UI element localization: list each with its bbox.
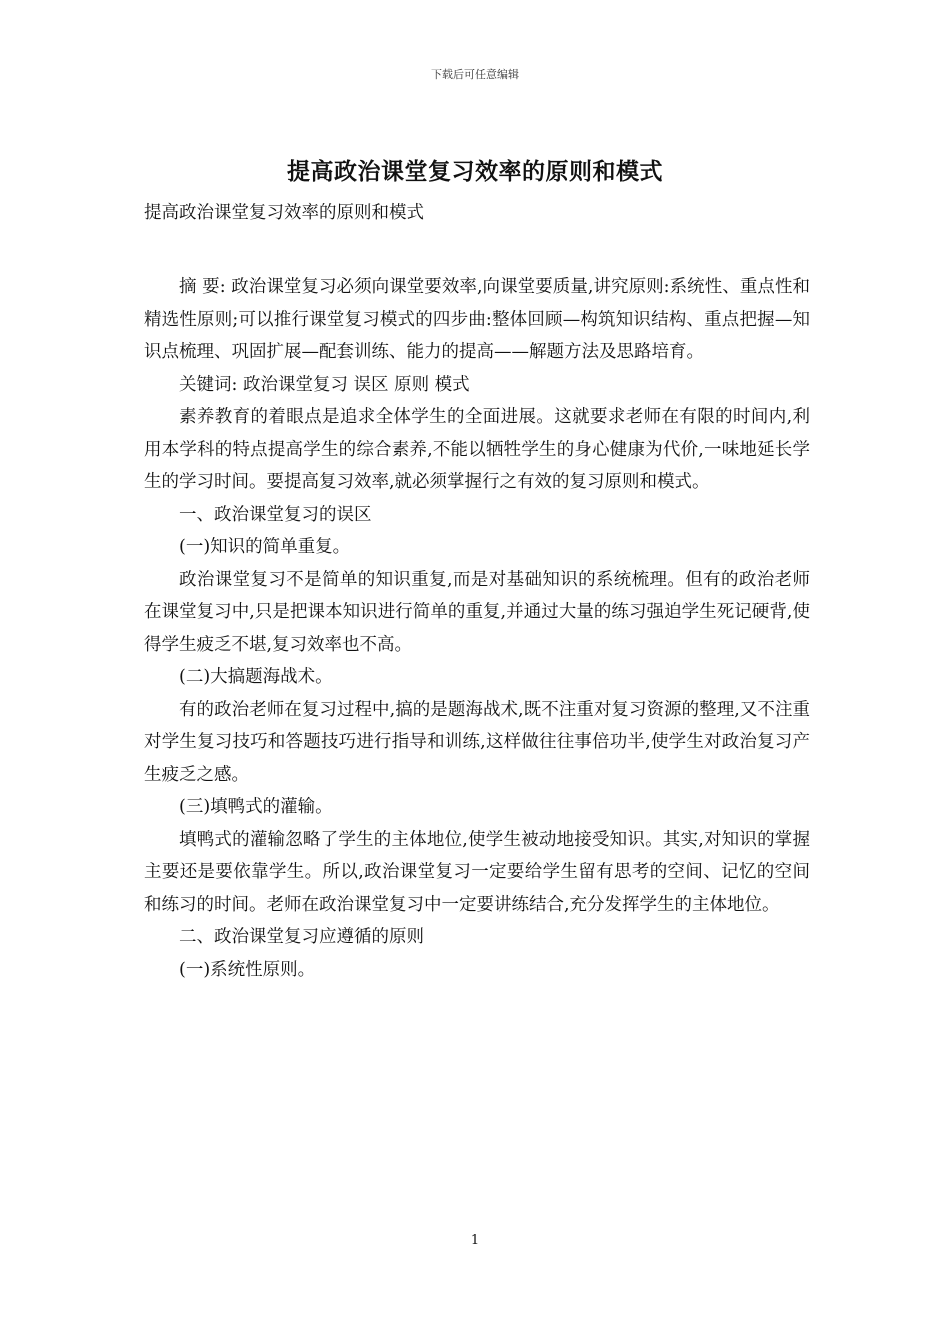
keywords-paragraph: 关键词: 政治课堂复习 误区 原则 模式 — [179, 374, 470, 395]
document-body — [144, 271, 810, 986]
document-title: 提高政治课堂复习效率的原则和模式 — [287, 158, 663, 185]
page-header-note: 下载后可任意编辑 — [431, 68, 519, 81]
subsection-heading-2-1: (一)系统性原则。 — [179, 959, 316, 980]
body-paragraph: 有的政治老师在复习过程中,搞的是题海战术,既不注重对复习资源的整理,又不注重对学生复习技巧和答题技巧进行指导和训练,这样做往往事倍功半,使学生对政治复习产生疲乏之感。 — [144, 699, 810, 785]
subsection-heading-1-3: (三)填鸭式的灌输。 — [179, 797, 333, 817]
section-heading-2: 二、政治课堂复习应遵循的原则 — [179, 927, 424, 947]
section-heading-1: 一、政治课堂复习的误区 — [179, 504, 372, 525]
subsection-heading-1-2: (二)大搞题海战术。 — [179, 667, 333, 687]
body-paragraph: 政治课堂复习不是简单的知识重复,而是对基础知识的系统梳理。但有的政治老师在课堂复习中,只是把课本知识进行简单的重复,并通过大量的练习强迫学生死记硬背,使得学生疲乏不堪,复习效率也不高。 — [144, 569, 810, 655]
subsection-heading-1-1: (一)知识的简单重复。 — [179, 537, 351, 557]
body-paragraph: 填鸭式的灌输忽略了学生的主体地位,使学生被动地接受知识。其实,对知识的掌握主要还是要依靠学生。所以,政治课堂复习一定要给学生留有思考的空间、记忆的空间和练习的时间。老师在政治课堂复习中一定要讲练结合,充分发挥学生的主体地位。 — [144, 829, 810, 915]
abstract-paragraph: 摘 要: 政治课堂复习必须向课堂要效率,向课堂要质量,讲究原则:系统性、重点性和精选性原则;可以推行课堂复习模式的四步曲:整体回顾—构筑知识结构、重点把握—知识点梳理、巩固扩展—配套训练、能力的提高——解题方法及思路培育。 — [144, 277, 810, 362]
intro-paragraph: 素养教育的着眼点是追求全体学生的全面进展。这就要求老师在有限的时间内,利用本学科的特点提高学生的综合素养,不能以牺牲学生的身心健康为代价,一味地延长学生的学习时间。要提高复习效率,就必须掌握行之有效的复习原则和模式。 — [144, 407, 810, 492]
document-subtitle: 提高政治课堂复习效率的原则和模式 — [144, 203, 424, 223]
page-number: 1 — [470, 1233, 480, 1248]
